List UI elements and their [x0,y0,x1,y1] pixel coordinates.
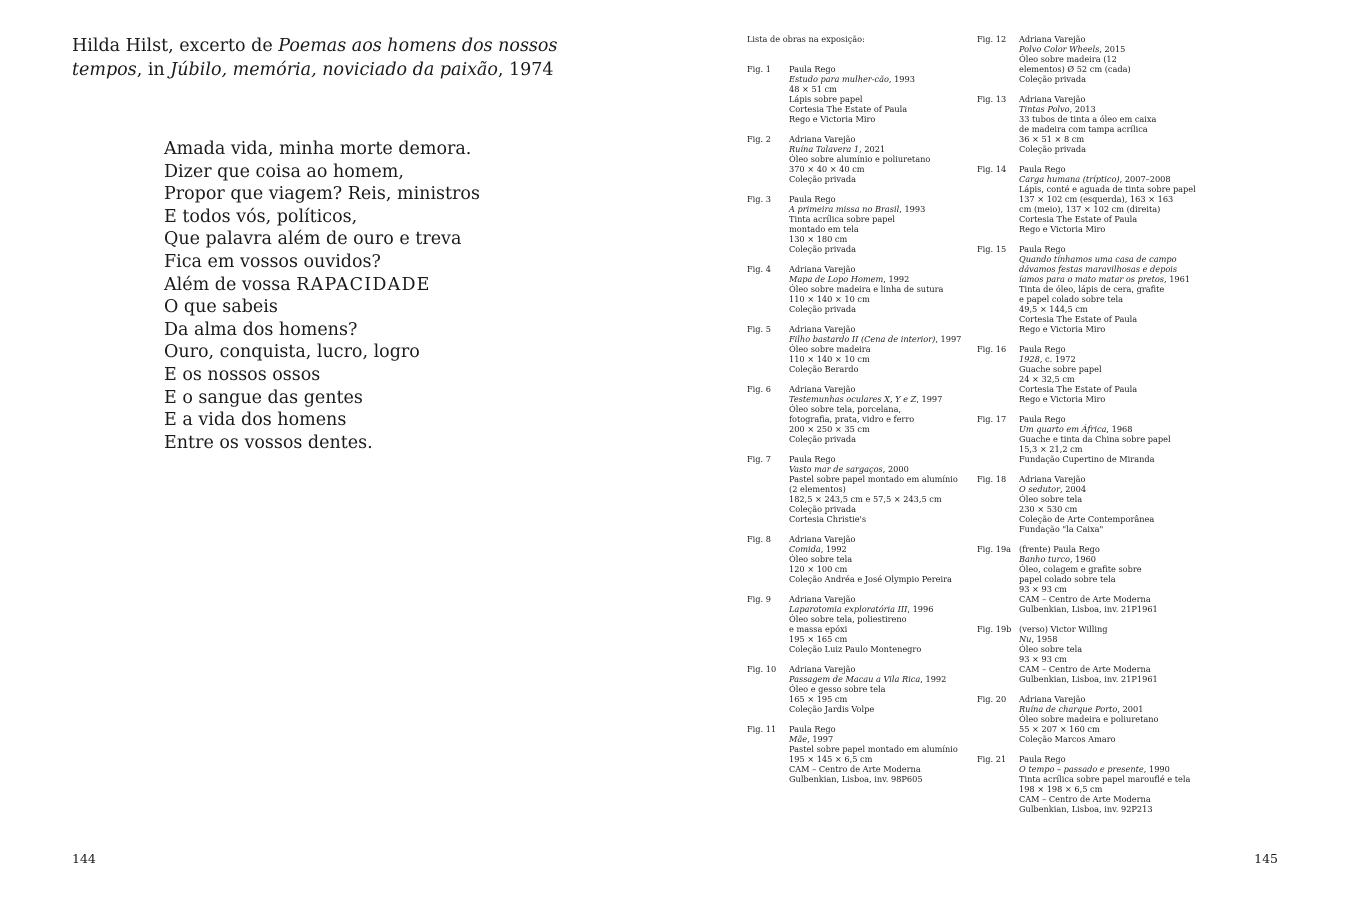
work-detail-line: CAM – Centro de Arte Moderna [1019,794,1151,804]
work-artist: Adriana Varejão [789,384,856,394]
work-entry [747,384,972,444]
figure-number: Fig. 4 [747,264,771,274]
figure-number: Fig. 6 [747,384,771,394]
work-entry [977,544,1202,614]
work-artist: Paula Rego [1019,344,1066,354]
work-artist: Adriana Varejão [789,134,856,144]
work-entry [747,454,972,524]
work-detail-line: Coleção Berardo [789,364,859,374]
work-detail-line: Coleção privada [789,174,857,184]
figure-number: Fig. 1 [747,64,771,74]
work-detail-line: Coleção privada [1019,144,1087,154]
work-detail-line: Fundação "la Caixa" [1019,524,1104,534]
figure-number: Fig. 11 [747,724,777,734]
work-date: , 1992 [920,674,947,684]
work-entry [977,754,1202,814]
work-title: Quando tínhamos uma casa de campo [1019,254,1177,264]
work-detail-line: 36 × 51 × 8 cm [1019,134,1085,144]
work-date: , 1997 [916,394,943,404]
work-title: dávamos festas maravilhosas e depois [1019,264,1178,274]
work-date: , 1997 [807,734,834,744]
work-entry [977,94,1202,154]
work-date: , 1996 [907,604,934,614]
work-detail-line: 93 × 93 cm [1019,584,1067,594]
work-detail-line: Óleo sobre madeira (12 [1019,54,1117,64]
work-title: Estudo para mulher-cão, 1993 [789,74,915,84]
work-detail-line: 33 tubos de tinta a óleo em caixa [1019,114,1157,124]
figure-number: Fig. 12 [977,34,1007,44]
work-detail-line: e papel colado sobre tela [1019,294,1124,304]
work-date: , 1993 [899,204,926,214]
work-details [1019,544,1202,614]
work-artist: Paula Rego [1019,754,1066,764]
work-date: , 1992 [883,274,910,284]
work-artist: Adriana Varejão [1019,34,1086,44]
figure-number: Fig. 9 [747,594,771,604]
work-title: íamos para o mato matar os pretos, 1961 [1019,274,1191,284]
figure-number: Fig. 5 [747,324,771,334]
work-date: , 2013 [1069,104,1096,114]
work-date: , 1968 [1106,424,1133,434]
figure-number: Fig. 21 [977,754,1007,764]
work-detail-line: Coleção privada [789,434,857,444]
work-title: Nu, 1958 [1019,634,1058,644]
poem-line: E todos vós, políticos, [164,206,358,227]
work-date: , 2021 [859,144,886,154]
work-detail-line: Óleo sobre tela, porcelana, [789,404,902,414]
work-details [1019,474,1202,534]
work-detail-line: Óleo sobre tela, poliestireno [789,614,907,624]
works-list-title: Lista de obras na exposição: [747,34,865,44]
work-title: 1928, c. 1972 [1019,354,1076,364]
poem-line: Propor que viagem? Reis, ministros [164,184,480,205]
work-detail-line: 48 × 51 cm [789,84,837,94]
work-title: Um quarto em África, 1968 [1019,424,1133,434]
work-detail-line: Tinta acrílica sobre papel [789,214,895,224]
work-detail-line: 137 × 102 cm (esquerda), 163 × 163 [1019,194,1174,204]
figure-number: Fig. 20 [977,694,1007,704]
work-detail-line: Óleo sobre madeira e poliuretano [1019,714,1159,724]
work-details [1019,414,1202,464]
work-details [1019,694,1202,744]
work-title: Vasto mar de sargaços, 2000 [789,464,909,474]
work-date: , 1960 [1069,554,1097,564]
work-detail-line: Cortesia The Estate of Paula [1019,214,1138,224]
poem-line: Fica em vossos ouvidos? [164,251,381,272]
work-detail-line: Óleo sobre alumínio e poliuretano [789,154,931,164]
figure-number: Fig. 13 [977,94,1007,104]
figure-number: Fig. 17 [977,414,1007,424]
work-detail-line: Rego e Victoria Miro [1019,224,1106,234]
work-artist: Adriana Varejão [789,594,856,604]
heading-italic-title: Poemas aos homens dos nossos tempos [72,36,558,80]
work-details [789,264,972,314]
works-column-right [977,34,1202,824]
work-entry [977,474,1202,534]
work-detail-line: 120 × 100 cm [789,564,848,574]
work-entry [977,344,1202,404]
work-details [789,724,972,784]
figure-number: Fig. 3 [747,194,771,204]
right-page [675,0,1350,900]
work-title: Filho bastardo II (Cena de interior), 1997 [789,334,962,344]
work-artist: Paula Rego [1019,164,1066,174]
work-entry [747,324,972,374]
work-details [789,594,972,654]
work-details [1019,754,1202,814]
work-detail-line: fotografia, prata, vidro e ferro [789,414,915,424]
work-detail-line: Óleo sobre tela [789,554,853,564]
work-entry [747,664,972,714]
work-detail-line: 110 × 140 × 10 cm [789,294,870,304]
figure-number: Fig. 19b [977,624,1012,634]
work-title: Mãe, 1997 [789,734,834,744]
work-detail-line: Coleção Jardis Volpe [789,704,875,714]
figure-number: Fig. 7 [747,454,771,464]
work-detail-line: Coleção Marcos Amaro [1019,734,1116,744]
work-artist: Adriana Varejão [1019,474,1086,484]
work-details [789,324,972,374]
work-details [789,534,972,584]
work-detail-line: Óleo e gesso sobre tela [789,684,886,694]
work-artist: Adriana Varejão [789,664,856,674]
work-title: Laparotomia exploratória III, 1996 [789,604,934,614]
work-date: , 2000 [882,464,909,474]
work-detail-line: Coleção privada [1019,74,1087,84]
work-title: Tintas Polvo, 2013 [1019,104,1096,114]
work-title: Mapa de Lopo Homem, 1992 [789,274,910,284]
work-detail-line: 15,3 × 21,2 cm [1019,444,1083,454]
poem-line: Entre os vossos dentes. [164,432,373,453]
work-detail-line: Óleo sobre madeira e linha de sutura [789,284,944,294]
work-detail-line: Fundação Cupertino de Miranda [1019,454,1155,464]
work-detail-line: 24 × 32,5 cm [1019,374,1075,384]
work-detail-line: e massa epóxi [789,624,848,634]
figure-number: Fig. 14 [977,164,1007,174]
work-detail-line: CAM – Centro de Arte Moderna [1019,594,1151,604]
work-detail-line: 130 × 180 cm [789,234,848,244]
poem-line: Amada vida, minha morte demora. [164,139,472,159]
work-title: Comida, 1992 [789,544,847,554]
work-detail-line: Guache e tinta da China sobre papel [1019,434,1171,444]
work-entry [747,534,972,584]
work-entry [977,164,1202,234]
work-artist: Paula Rego [789,194,836,204]
poem-line: E a vida dos homens [164,410,347,431]
poem [164,138,480,454]
work-detail-line: Guache sobre papel [1019,364,1102,374]
work-date: , 1990 [1143,764,1170,774]
work-artist: (verso) Victor Willing [1019,624,1108,634]
work-date: , 1997 [935,334,962,344]
work-detail-line: Lápis sobre papel [789,94,863,104]
work-details [789,64,972,124]
work-details [789,384,972,444]
work-detail-line: Cortesia The Estate of Paula [789,104,908,114]
work-detail-line: 110 × 140 × 10 cm [789,354,870,364]
work-detail-line: Coleção Luiz Paulo Montenegro [789,644,922,654]
work-detail-line: montado em tela [789,224,859,234]
work-detail-line: Óleo sobre tela [1019,494,1083,504]
work-entry [747,64,972,124]
work-artist: Adriana Varejão [789,534,856,544]
work-title: Carga humana (tríptico), 2007–2008 [1019,174,1171,184]
work-detail-line: 370 × 40 × 40 cm [789,164,865,174]
work-detail-line: Gulbenkian, Lisboa, inv. 98P605 [789,774,923,784]
work-date: , 1958 [1031,634,1058,644]
heading-year: , 1974 [497,60,554,80]
figure-number: Fig. 15 [977,244,1007,254]
poem-line: O que sabeis [164,297,278,318]
work-detail-line: Tinta de óleo, lápis de cera, grafite [1019,284,1165,294]
work-detail-line: elementos) Ø 52 cm (cada) [1019,64,1131,74]
work-detail-line: 198 × 198 × 6,5 cm [1019,784,1103,794]
work-date: , 2004 [1060,484,1087,494]
heading-middle: , in [136,60,171,80]
work-detail-line: Coleção de Arte Contemporânea [1019,514,1155,524]
figure-number: Fig. 18 [977,474,1007,484]
poem-line: Da alma dos homens? [164,319,358,340]
work-detail-line: Cortesia The Estate of Paula [1019,384,1138,394]
work-artist: Paula Rego [1019,414,1066,424]
figure-number: Fig. 16 [977,344,1007,354]
work-detail-line: Gulbenkian, Lisboa, inv. 21P1961 [1019,674,1158,684]
work-title: O tempo – passado e presente, 1990 [1019,764,1170,774]
work-date: , 2015 [1099,44,1126,54]
work-artist: Adriana Varejão [1019,94,1086,104]
work-detail-line: Rego e Victoria Miro [789,114,876,124]
work-artist: Paula Rego [789,64,836,74]
work-detail-line: de madeira com tampa acrílica [1019,124,1148,134]
work-detail-line: Tinta acrílica sobre papel marouflé e tela [1019,774,1191,784]
work-detail-line: Lápis, conté e aguada de tinta sobre papel [1019,184,1196,194]
work-detail-line: 49,5 × 144,5 cm [1019,304,1088,314]
work-details [1019,94,1202,154]
work-detail-line: Coleção Andréa e José Olympio Pereira [789,574,952,584]
work-detail-line: Óleo sobre madeira [789,344,871,354]
works-column-left [747,64,972,794]
work-entry [977,694,1202,744]
work-details [1019,244,1202,334]
work-entry [747,724,972,784]
poem-line-text: Além de vossa [164,274,297,295]
work-detail-line: Gulbenkian, Lisboa, inv. 21P1961 [1019,604,1158,614]
work-date: , c. 1972 [1039,354,1076,364]
work-date: , 2007–2008 [1119,174,1171,184]
work-title: Polvo Color Wheels, 2015 [1019,44,1126,54]
work-detail-line: 55 × 207 × 160 cm [1019,724,1100,734]
work-title: Banho turco, 1960 [1019,554,1097,564]
work-detail-line: Óleo, colagem e grafite sobre [1019,564,1142,574]
work-artist: Adriana Varejão [789,264,856,274]
work-artist: Paula Rego [1019,244,1066,254]
poem-line: Que palavra além de ouro e treva [164,229,462,250]
poem-heading [72,34,592,82]
figure-number: Fig. 19a [977,544,1012,554]
work-title: Ruína de charque Porto, 2001 [1019,704,1144,714]
poem-caps-word: RAPACIDADE [296,274,431,295]
figure-number: Fig. 10 [747,664,777,674]
work-details [1019,344,1202,404]
poem-line: E os nossos ossos [164,364,321,385]
work-details [789,134,972,184]
work-detail-line: 182,5 × 243,5 cm e 57,5 × 243,5 cm [789,494,942,504]
work-details [789,194,972,254]
work-entry [977,624,1202,684]
work-details [1019,34,1202,84]
work-detail-line: (2 elementos) [789,484,846,494]
work-entry [977,414,1202,464]
poem-line: E o sangue das gentes [164,387,363,408]
work-entry [747,264,972,314]
work-detail-line: Coleção privada [789,304,857,314]
work-details [1019,164,1202,234]
work-detail-line: cm (meio), 137 × 102 cm (direita) [1019,204,1161,214]
work-detail-line: Rego e Victoria Miro [1019,394,1106,404]
work-detail-line: Coleção privada [789,504,857,514]
work-detail-line: Cortesia The Estate of Paula [1019,314,1138,324]
work-detail-line: Pastel sobre papel montado em alumínio [789,474,958,484]
figure-number: Fig. 2 [747,134,771,144]
work-entry [747,594,972,654]
work-title: A primeira missa no Brasil, 1993 [789,204,926,214]
work-detail-line: Gulbenkian, Lisboa, inv. 92P213 [1019,804,1153,814]
work-entry [977,34,1202,84]
poem-line: Dizer que coisa ao homem, [164,161,404,182]
work-detail-line: Cortesia Christie's [789,514,867,524]
work-title: Ruína Talavera 1, 2021 [789,144,886,154]
poem-line: Ouro, conquista, lucro, logro [164,342,420,363]
work-date: , 1993 [888,74,915,84]
work-title: O sedutor, 2004 [1019,484,1087,494]
work-detail-line: 195 × 165 cm [789,634,848,644]
work-entry [747,194,972,254]
work-date: , 1992 [820,544,847,554]
work-details [789,664,972,714]
work-title: Passagem de Macau a Vila Rica, 1992 [789,674,947,684]
work-title: Testemunhas oculares X, Y e Z, 1997 [789,394,943,404]
page-number-right: 145 [1254,851,1278,866]
work-detail-line: papel colado sobre tela [1019,574,1116,584]
work-detail-line: 230 × 530 cm [1019,504,1078,514]
heading-italic-book: Júbilo, memória, noviciado da paixão [170,60,498,80]
work-detail-line: 165 × 195 cm [789,694,848,704]
work-date: , 1961 [1164,274,1191,284]
work-detail-line: CAM – Centro de Arte Moderna [1019,664,1151,674]
heading-prefix: Hilda Hilst, excerto de [72,36,279,56]
work-date: , 2001 [1117,704,1144,714]
work-detail-line: Coleção privada [789,244,857,254]
work-detail-line: 93 × 93 cm [1019,654,1067,664]
work-details [789,454,972,524]
work-entry [747,134,972,184]
work-details [1019,624,1202,684]
work-detail-line: Óleo sobre tela [1019,644,1083,654]
figure-number: Fig. 8 [747,534,771,544]
work-detail-line: Rego e Victoria Miro [1019,324,1106,334]
poem-line-caps [164,274,480,297]
work-entry [977,244,1202,334]
work-artist: Adriana Varejão [1019,694,1086,704]
work-detail-line: Pastel sobre papel montado em alumínio [789,744,958,754]
page-number-left: 144 [72,851,96,866]
work-artist: Paula Rego [789,724,836,734]
work-detail-line: 200 × 250 × 35 cm [789,424,870,434]
work-detail-line: 195 × 145 × 6,5 cm [789,754,873,764]
work-artist: (frente) Paula Rego [1019,544,1100,554]
work-detail-line: CAM – Centro de Arte Moderna [789,764,921,774]
work-artist: Paula Rego [789,454,836,464]
work-artist: Adriana Varejão [789,324,856,334]
